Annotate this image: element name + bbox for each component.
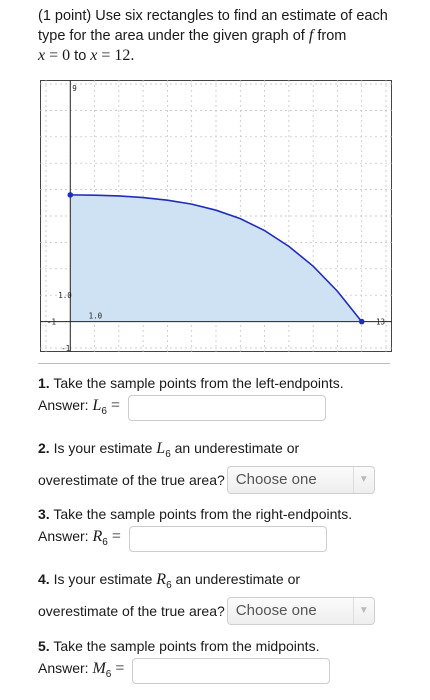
question-5 bbox=[38, 636, 330, 686]
chevron-down-icon: ▼ bbox=[353, 467, 374, 493]
question-4 bbox=[38, 569, 375, 626]
answer-l6-input[interactable] bbox=[128, 395, 326, 421]
var-sub: 6 bbox=[165, 448, 171, 460]
r6-estimate-select[interactable] bbox=[227, 597, 375, 625]
problem-text: (1 point) Use six rectangles to find an estimate of each type for the area under the given graph of bbox=[38, 8, 388, 44]
function-graph bbox=[40, 80, 392, 352]
tick-label-top-y: 9 bbox=[72, 84, 77, 93]
tick-label-x-neg1: -1 bbox=[47, 317, 57, 327]
question-number: 2. bbox=[38, 440, 50, 456]
function-f: f bbox=[308, 27, 314, 44]
var-r: R bbox=[156, 571, 167, 588]
var-l: L bbox=[156, 440, 166, 457]
question-text: an underestimate or bbox=[171, 571, 301, 587]
question-number: 5. bbox=[38, 638, 50, 654]
question-text: overestimate of the true area? bbox=[38, 471, 225, 488]
var-sub: 6 bbox=[166, 579, 172, 591]
question-3 bbox=[38, 504, 352, 554]
answer-label: Answer: $M_6$ = bbox=[38, 659, 125, 680]
question-text: an underestimate or bbox=[170, 440, 300, 456]
answer-r6-input[interactable] bbox=[129, 526, 327, 552]
question-number: 1. bbox=[38, 375, 50, 391]
tick-label-y-neg1: -1 bbox=[61, 344, 71, 352]
tick-label-x-13: 13 bbox=[376, 317, 386, 327]
question-text: overestimate of the true area? bbox=[38, 602, 225, 619]
var-x-start: x bbox=[38, 47, 46, 64]
question-text: Is your estimate bbox=[53, 440, 157, 456]
question-text: Take the sample points from the left-endpoints. bbox=[53, 375, 344, 391]
tick-label-y-1: 1.0 bbox=[58, 291, 72, 301]
end-point bbox=[359, 319, 365, 325]
answer-label: Answer: $R_6$ = bbox=[38, 527, 121, 548]
var-x-end: x bbox=[90, 47, 98, 64]
answer-m6-input[interactable] bbox=[132, 658, 330, 684]
tick-label-x-1: 1.0 bbox=[88, 311, 103, 321]
question-1 bbox=[38, 373, 344, 423]
select-value: Choose one bbox=[235, 601, 317, 619]
question-number: 4. bbox=[38, 571, 50, 587]
problem-statement bbox=[38, 6, 408, 66]
select-value: Choose one bbox=[235, 470, 317, 488]
question-text: Take the sample points from the right-endpoints. bbox=[53, 506, 353, 522]
question-2 bbox=[38, 438, 375, 495]
chevron-down-icon: ▼ bbox=[353, 598, 374, 624]
start-point bbox=[67, 192, 73, 198]
question-text: Take the sample points from the midpoints. bbox=[53, 638, 320, 654]
question-text: Is your estimate bbox=[53, 571, 157, 587]
problem-text-to: to bbox=[70, 48, 91, 64]
problem-text-from: from bbox=[313, 28, 347, 44]
answer-label: Answer: $L_6$ = bbox=[38, 396, 120, 417]
l6-estimate-select[interactable] bbox=[227, 466, 375, 494]
question-number: 3. bbox=[38, 506, 50, 522]
divider bbox=[38, 363, 390, 364]
x-end-value: = 12. bbox=[97, 47, 135, 64]
x-start-value: = 0 bbox=[45, 47, 71, 64]
